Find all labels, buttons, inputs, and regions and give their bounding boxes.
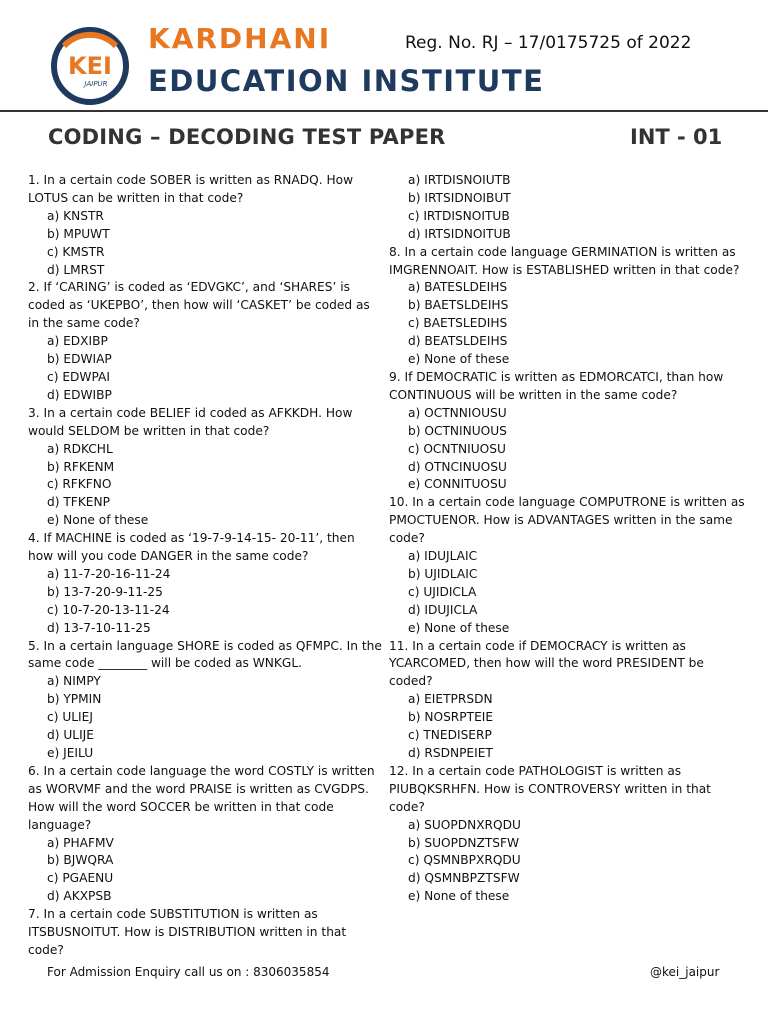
registration-number: Reg. No. RJ – 17/0175725 of 2022	[405, 33, 692, 53]
question-text: 1. In a certain code SOBER is written as RNADQ. How LOTUS can be written in that code?	[28, 173, 354, 205]
admission-enquiry: For Admission Enquiry call us on : 8306035854	[47, 965, 330, 979]
brand-name-line1: KARDHANI	[148, 22, 332, 55]
question-block	[28, 638, 383, 763]
question-text: 6. In a certain code language the word COSTLY is written as WORVMF and the word PRAISE is written as CVGDPS. How will the word SOCCER be written in that code language?	[28, 763, 375, 832]
question-block	[28, 172, 383, 279]
question-text: 2. If ‘CARING’ is coded as ‘EDVGKC’, and ‘SHARES’ is coded as ‘UKEPBO’, then how will ‘CASKET’ be coded as in the same code?	[28, 280, 370, 331]
option-item: e) None of these	[408, 889, 510, 904]
option-item: b) BAETSLDEIHS	[408, 298, 509, 313]
option-item: d) IDUJICLA	[408, 602, 478, 617]
svg-text:JAIPUR: JAIPUR	[84, 80, 108, 88]
option-item: b) EDWIAP	[47, 352, 112, 367]
header	[0, 0, 768, 112]
option-item: b) BJWQRA	[47, 853, 114, 868]
option-item: a) EIETPRSDN	[408, 692, 493, 707]
option-item: c) QSMNBPXRQDU	[408, 853, 521, 868]
option-item: c) TNEDISERP	[408, 728, 492, 743]
option-item: d) QSMNBPZTSFW	[408, 871, 520, 886]
option-item: d) IRTSIDNOITUB	[408, 226, 511, 241]
option-item: a) NIMPY	[47, 674, 101, 689]
option-item: c) KMSTR	[47, 244, 105, 259]
option-item: c) EDWPAI	[47, 369, 110, 384]
question-text: 5. In a certain language SHORE is coded as QFMPC. In the same code ________ will be coded as WNKGL.	[28, 638, 382, 671]
option-item: a) BATESLDEIHS	[408, 280, 508, 295]
question-block	[28, 530, 383, 637]
option-item: c) IRTDISNOITUB	[408, 208, 510, 223]
question-text: 12. In a certain code PATHOLOGIST is written as PIUBQKSRHFN. How is CONTROVERSY written in that code?	[389, 763, 711, 814]
right-column	[389, 172, 749, 906]
option-item: d) OTNCINUOSU	[408, 459, 507, 474]
question-text: 4. If MACHINE is coded as ‘19-7-9-14-15- 20-11’, then how will you code DANGER in the same code?	[28, 531, 355, 564]
option-list	[389, 172, 749, 244]
question-block	[389, 638, 749, 763]
option-item: c) 10-7-20-13-11-24	[47, 602, 170, 617]
option-item: d) TFKENP	[47, 495, 110, 510]
question-block	[28, 405, 383, 530]
option-list	[28, 673, 383, 763]
option-item: a) KNSTR	[47, 208, 104, 223]
option-list	[389, 817, 749, 907]
option-item: d) RSDNPEIET	[408, 746, 493, 760]
option-list	[389, 691, 749, 763]
option-item: d) EDWIBP	[47, 387, 112, 402]
question-text: 10. In a certain code language COMPUTRONE is written as PMOCTUENOR. How is ADVANTAGES written in the same code?	[389, 495, 745, 546]
option-item: b) MPUWT	[47, 226, 110, 241]
option-list	[28, 208, 383, 280]
question-block	[389, 244, 749, 369]
question-block	[389, 763, 749, 906]
option-item: b) NOSRPTEIE	[408, 710, 494, 725]
option-item: b) YPMIN	[47, 692, 102, 707]
question-block	[389, 172, 749, 244]
option-list	[28, 333, 383, 405]
option-item: a) OCTNNIOUSU	[408, 405, 507, 420]
question-text: 11. In a certain code if DEMOCRACY is written as YCARCOMED, then how will the word PRESIDENT be coded?	[389, 638, 704, 689]
question-text: 9. If DEMOCRATIC is written as EDMORCATCI, than how CONTINUOUS will be written in the same code?	[389, 369, 724, 402]
option-item: e) None of these	[47, 513, 149, 528]
option-item: d) BEATSLDEIHS	[408, 334, 508, 349]
left-column	[28, 172, 383, 960]
option-item: b) RFKENM	[47, 459, 115, 474]
option-item: b) 13-7-20-9-11-25	[47, 584, 163, 599]
option-item: c) OCNTNIUOSU	[408, 441, 506, 456]
option-item: d) LMRST	[47, 262, 105, 277]
option-item: a) 11-7-20-16-11-24	[47, 566, 171, 581]
question-text: 3. In a certain code BELIEF id coded as AFKKDH. How would SELDOM be written in that code?	[28, 405, 353, 438]
option-item: b) IRTSIDNOIBUT	[408, 190, 511, 205]
option-list	[28, 566, 383, 638]
option-list	[389, 405, 749, 495]
question-text: 7. In a certain code SUBSTITUTION is written as ITSBUSNOITUT. How is DISTRIBUTION written in that code?	[28, 907, 347, 957]
option-item: a) RDKCHL	[47, 441, 113, 456]
question-block	[28, 906, 383, 960]
paper-title: CODING – DECODING TEST PAPER	[48, 125, 446, 149]
option-item: d) ULIJE	[47, 728, 94, 743]
option-item: c) ULIEJ	[47, 710, 93, 725]
option-list	[389, 279, 749, 369]
option-item: e) JEILU	[47, 746, 94, 760]
option-item: d) AKXPSB	[47, 889, 112, 904]
option-item: a) IRTDISNOIUTB	[408, 173, 511, 187]
option-item: c) UJIDICLA	[408, 584, 477, 599]
option-item: e) None of these	[408, 352, 510, 367]
option-item: e) CONNITUOSU	[408, 477, 507, 492]
paper-code: INT - 01	[630, 125, 723, 149]
option-item: c) BAETSLEDIHS	[408, 316, 508, 331]
option-list	[389, 548, 749, 638]
option-item: c) RFKFNO	[47, 477, 112, 492]
option-list	[28, 835, 383, 907]
option-list	[28, 441, 383, 531]
social-handle: @kei_jaipur	[650, 965, 720, 979]
question-block	[28, 279, 383, 404]
question-text: 8. In a certain code language GERMINATION is written as IMGRENNOAIT. How is ESTABLISHED written in that code?	[389, 244, 740, 277]
option-item: a) PHAFMV	[47, 835, 114, 850]
option-item: b) OCTNINUOUS	[408, 423, 507, 438]
question-block	[389, 369, 749, 494]
svg-text:KEI: KEI	[68, 52, 112, 80]
option-item: a) SUOPDNXRQDU	[408, 817, 521, 832]
option-item: c) PGAENU	[47, 871, 114, 886]
option-item: d) 13-7-10-11-25	[47, 620, 151, 635]
option-item: e) None of these	[408, 620, 510, 635]
brand-name-line2: EDUCATION INSTITUTE	[148, 64, 545, 98]
kei-logo	[50, 26, 130, 106]
question-block	[28, 763, 383, 906]
option-item: a) IDUJLAIC	[408, 549, 478, 564]
option-item: a) EDXIBP	[47, 334, 108, 349]
header-divider	[0, 110, 768, 112]
option-item: b) SUOPDNZTSFW	[408, 835, 520, 850]
question-block	[389, 494, 749, 637]
option-item: b) UJIDLAIC	[408, 566, 478, 581]
